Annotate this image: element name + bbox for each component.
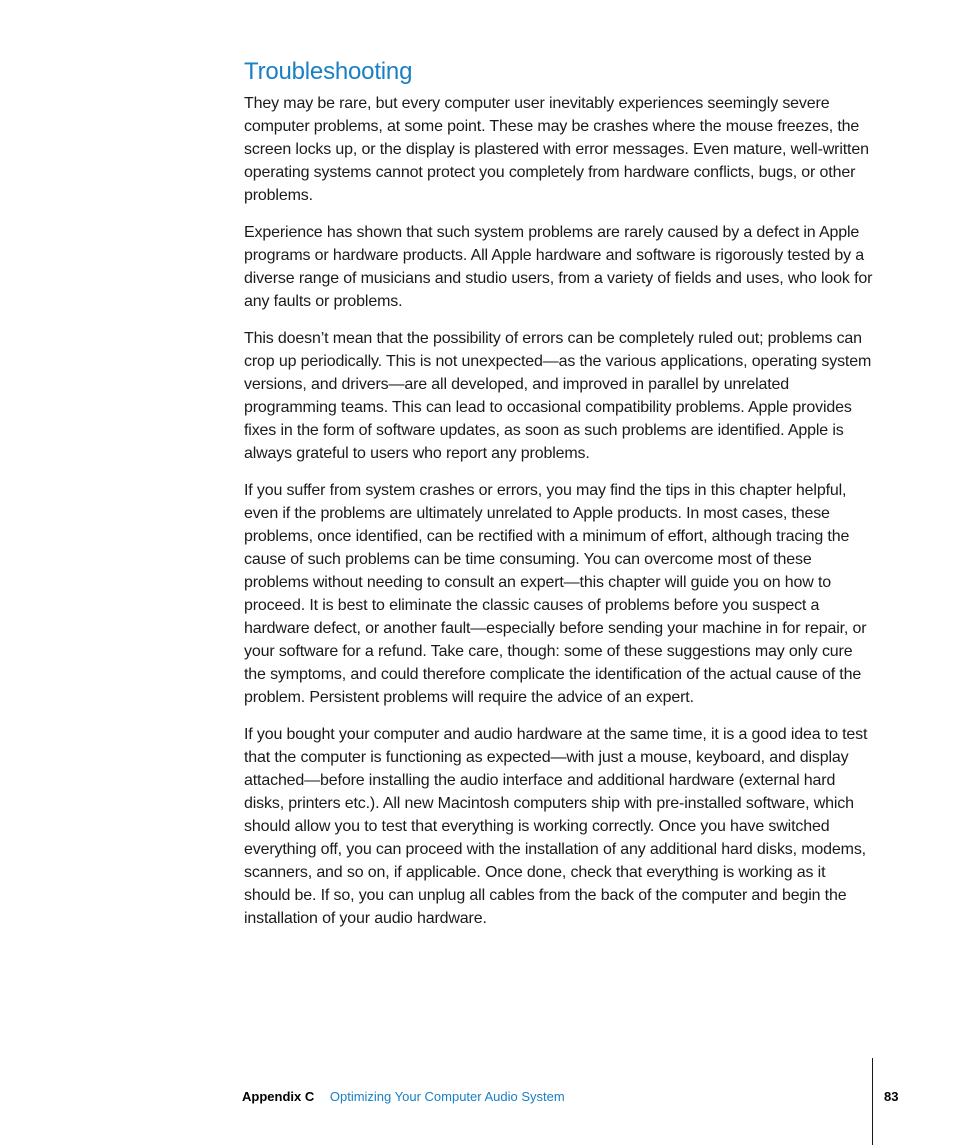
- section-heading: Troubleshooting: [244, 58, 413, 85]
- paragraph-testing: If you bought your computer and audio hardware at the same time, it is a good idea to test that the computer is functioning as expected—with just a mouse, keyboard, and display attached—before installing the audio interface and additional hardware (external hard disks, printers etc.). All new Macintosh computers ship with pre-installed software, which should allow you to test that everything is working correctly. Once you have switched everything off, you can proceed with the installation of any additional hard disks, modems, scanners, and so on, if applicable. Once done, check that everything is working as it should be. If so, you can unplug all cables from the back of the computer and begin the installation of your audio hardware.: [244, 726, 868, 927]
- footer-chapter-title: Optimizing Your Computer Audio System: [329, 1089, 565, 1104]
- footer-divider: [872, 1058, 873, 1145]
- page-footer: [242, 1088, 565, 1106]
- paragraph-experience: Experience has shown that such system problems are rarely caused by a defect in Apple programs or hardware products. All Apple hardware and software is rigorously tested by a diverse range of musicians and studio users, from a variety of fields and uses, who look for any faults or problems.: [244, 224, 873, 310]
- paragraph-crashes: If you suffer from system crashes or errors, you may find the tips in this chapter helpful, even if the problems are ultimately unrelated to Apple products. In most cases, these problems, once identified, can be rectified with a minimum of effort, although tracing the cause of such problems can be time consuming. You can overcome most of these problems without needing to consult an expert—this chapter will guide you on how to proceed. It is best to eliminate the classic causes of problems before you suspect a hardware defect, or another fault—especially before sending your machine in for repair, or your software for a refund. Take care, though: some of these suggestions may only cure the symptoms, and could therefore complicate the identification of the actual cause of the problem. Persistent problems will require the advice of an expert.: [244, 482, 867, 706]
- footer-appendix-label: Appendix C: [242, 1089, 315, 1104]
- page-content: [244, 56, 874, 944]
- paragraph-intro: They may be rare, but every computer user inevitably experiences seemingly severe computer problems, at some point. These may be crashes where the mouse freezes, the screen locks up, or the display is plastered with error messages. Even mature, well-written operating systems cannot protect you completely from hardware conflicts, bugs, or other problems.: [244, 95, 869, 204]
- page-number: 83: [884, 1089, 899, 1104]
- paragraph-errors: This doesn’t mean that the possibility of errors can be completely ruled out; problems can crop up periodically. This is not unexpected—as the various applications, operating system versions, and drivers—are all developed, and improved in parallel by unrelated programming teams. This can lead to occasional compatibility problems. Apple provides fixes in the form of software updates, as soon as such problems are identified. Apple is always grateful to users who report any problems.: [244, 330, 872, 462]
